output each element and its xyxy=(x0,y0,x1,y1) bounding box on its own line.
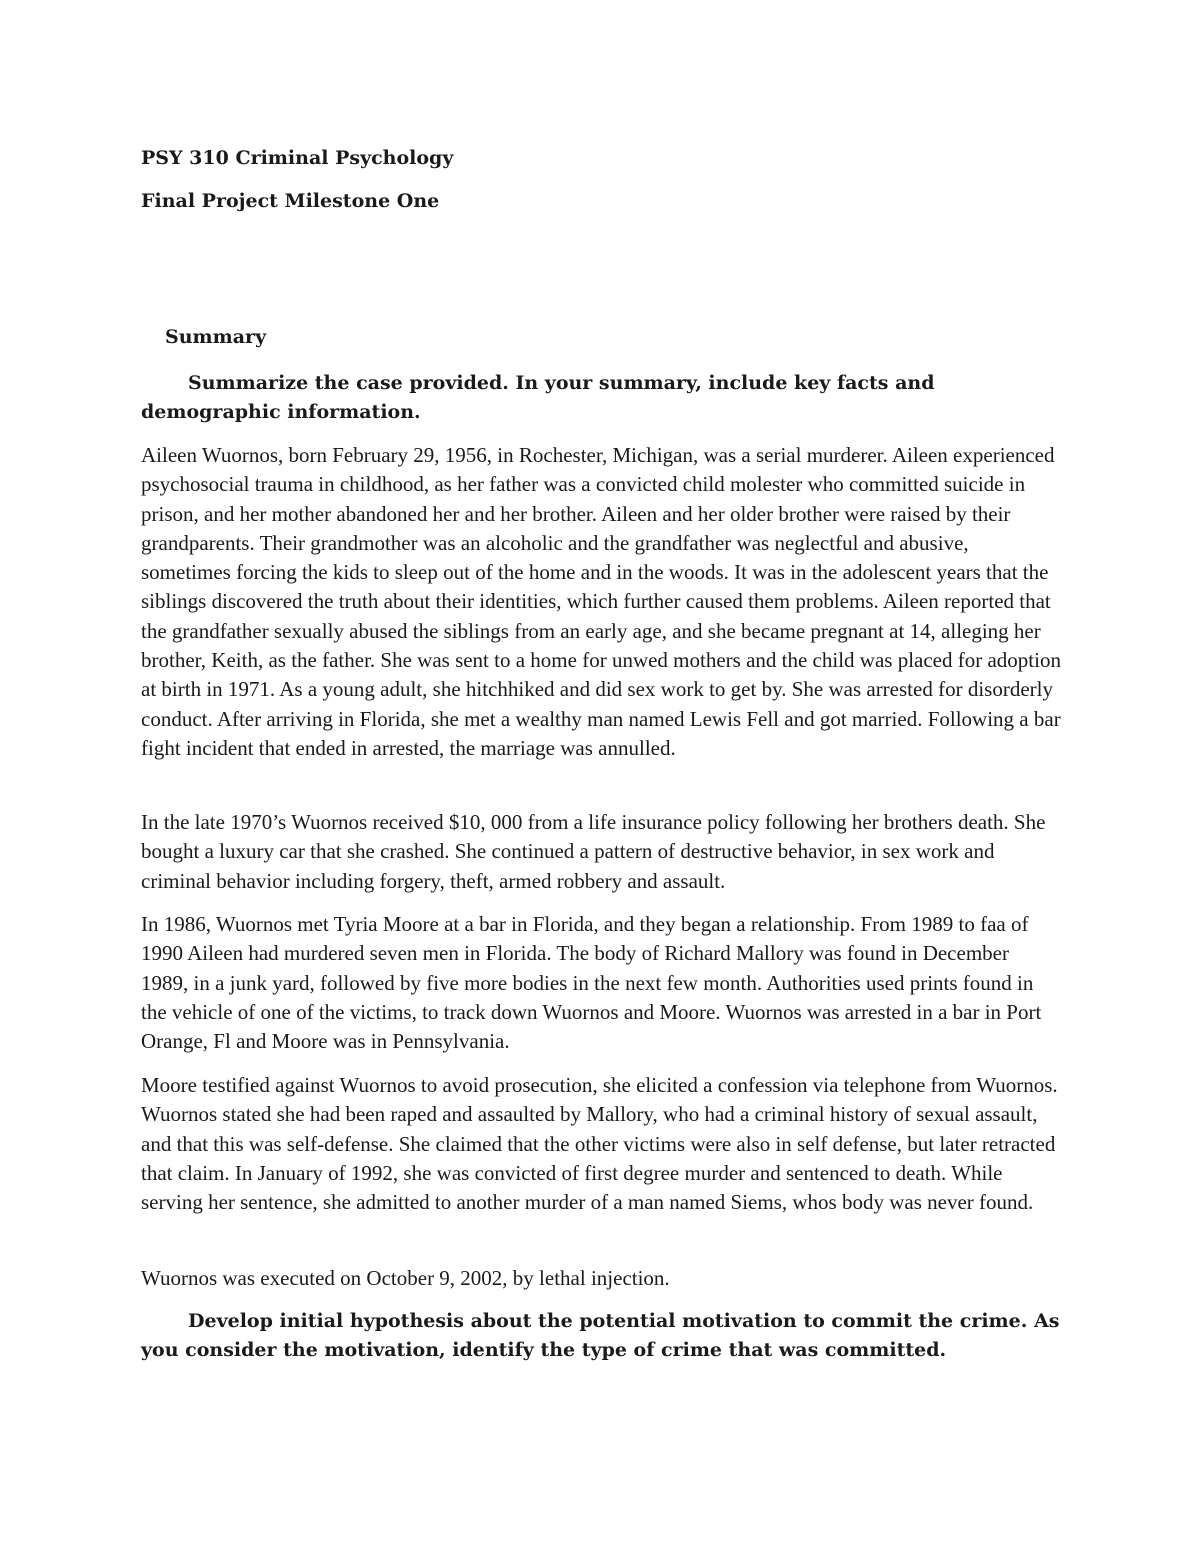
milestone-title: Final Project Milestone One xyxy=(141,190,440,212)
paragraph-murders: In 1986, Wuornos met Tyria Moore at a bar in Florida, and they began a relationship. From 1989 to faa of 1990 Aileen had murdered seven men in Florida. The body of Richard Mallory was found in December 1989, in a junk yard, followed by five more bodies in the next few month. Authorities used prints found in the vehicle of one of the victims, to track down Wuornos and Moore. Wuornos was arrested in a bar in Port Orange, Fl and Moore was in Pennsylvania. xyxy=(141,912,1042,1054)
hypothesis-prompt: Develop initial hypothesis about the potential motivation to commit the crime. As you consider the motivation, identify the type of crime that was committed. xyxy=(141,1310,1060,1361)
paragraph-background: Aileen Wuornos, born February 29, 1956, in Rochester, Michigan, was a serial murderer. Aileen experienced psychosocial trauma in childhood, as her father was a convicted child molester who committed suicide in prison, and her mother abandoned her and her brother. Aileen and her older brother were raised by their grandparents. Their grandmother was an alcoholic and the grandfather was neglectful and abusive, sometimes forcing the kids to sleep out of the home and in the woods. It was in the adolescent years that the siblings discovered the truth about their identities, which further caused them problems. Aileen reported that the grandfather sexually abused the siblings from an early age, and she became pregnant at 14, alleging her brother, Keith, as the father. She was sent to a home for unwed mothers and the child was placed for adoption at birth in 1971. As a young adult, she hitchhiked and did sex work to get by. She was arrested for disorderly conduct. After arriving in Florida, she met a wealthy man named Lewis Fell and got married. Following a bar fight incident that ended in arrested, the marriage was annulled. xyxy=(141,443,1061,760)
paragraph-execution: Wuornos was executed on October 9, 2002, by lethal injection. xyxy=(141,1266,670,1290)
course-title: PSY 310 Criminal Psychology xyxy=(141,147,454,169)
paragraph-trial: Moore testified against Wuornos to avoid prosecution, she elicited a confession via telephone from Wuornos. Wuornos stated she had been raped and assaulted by Mallory, who had a criminal history of sexual assault, and that this was self-defense. She claimed that the other victims were also in self defense, but later retracted that claim. In January of 1992, she was convicted of first degree murder and sentenced to death. While serving her sentence, she admitted to another murder of a man named Siems, whos body was never found. xyxy=(141,1073,1058,1215)
paragraph-late-1970s: In the late 1970’s Wuornos received $10, 000 from a life insurance policy following her brothers death. She bought a luxury car that she crashed. She continued a pattern of destructive behavior, in sex work and criminal behavior including forgery, theft, armed robbery and assault. xyxy=(141,810,1046,893)
section-title: Summary xyxy=(165,326,267,348)
summary-prompt: Summarize the case provided. In your summary, include key facts and demographic information. xyxy=(141,372,935,423)
